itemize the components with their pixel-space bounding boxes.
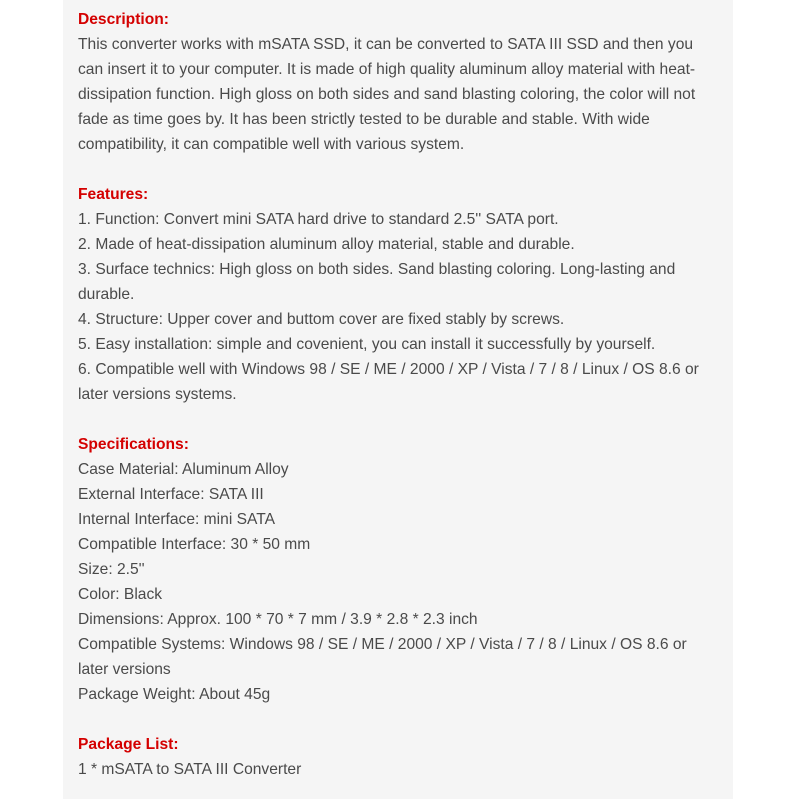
spec-item: Case Material: Aluminum Alloy [78, 461, 289, 478]
description-section [78, 7, 728, 157]
feature-item: 2. Made of heat-dissipation aluminum alloy material, stable and durable. [78, 236, 575, 253]
spec-item: Package Weight: About 45g [78, 686, 271, 703]
feature-item: durable. [78, 286, 135, 303]
spec-item: Compatible Interface: 30 * 50 mm [78, 536, 311, 553]
spec-item: Color: Black [78, 586, 163, 603]
package-item: 1 * mSATA to SATA III Converter [78, 761, 302, 778]
spec-item: Size: 2.5'' [78, 561, 145, 578]
description-line: dissipation function. High gloss on both sides and sand blasting coloring, the color will not [78, 86, 696, 103]
features-section [78, 182, 728, 407]
spec-item: later versions [78, 661, 171, 678]
package-list-section [78, 732, 728, 782]
description-line: fade as time goes by. It has been strictly tested to be durable and stable. With wide [78, 111, 650, 128]
features-heading: Features: [78, 186, 149, 203]
feature-item: 5. Easy installation: simple and covenient, you can install it successfully by yourself. [78, 336, 656, 353]
description-line: This converter works with mSATA SSD, it can be converted to SATA III SSD and then you [78, 36, 694, 53]
feature-item: 6. Compatible well with Windows 98 / SE / ME / 2000 / XP / Vista / 7 / 8 / Linux / OS 8.6 or [78, 361, 699, 378]
specifications-heading: Specifications: [78, 436, 189, 453]
description-line: can insert it to your computer. It is made of high quality aluminum alloy material with heat- [78, 61, 696, 78]
spec-item: External Interface: SATA III [78, 486, 264, 503]
feature-item: 4. Structure: Upper cover and buttom cover are fixed stably by screws. [78, 311, 565, 328]
description-line: compatibility, it can compatible well with various system. [78, 136, 465, 153]
feature-item: 1. Function: Convert mini SATA hard drive to standard 2.5'' SATA port. [78, 211, 559, 228]
product-description [78, 7, 728, 782]
specifications-section [78, 432, 728, 707]
description-heading: Description: [78, 11, 169, 28]
spec-item: Compatible Systems: Windows 98 / SE / ME / 2000 / XP / Vista / 7 / 8 / Linux / OS 8.6 or [78, 636, 687, 653]
feature-item: later versions systems. [78, 386, 237, 403]
spec-item: Internal Interface: mini SATA [78, 511, 276, 528]
feature-item: 3. Surface technics: High gloss on both sides. Sand blasting coloring. Long-lasting and [78, 261, 676, 278]
spec-item: Dimensions: Approx. 100 * 70 * 7 mm / 3.9 * 2.8 * 2.3 inch [78, 611, 478, 628]
package-list-heading: Package List: [78, 736, 179, 753]
